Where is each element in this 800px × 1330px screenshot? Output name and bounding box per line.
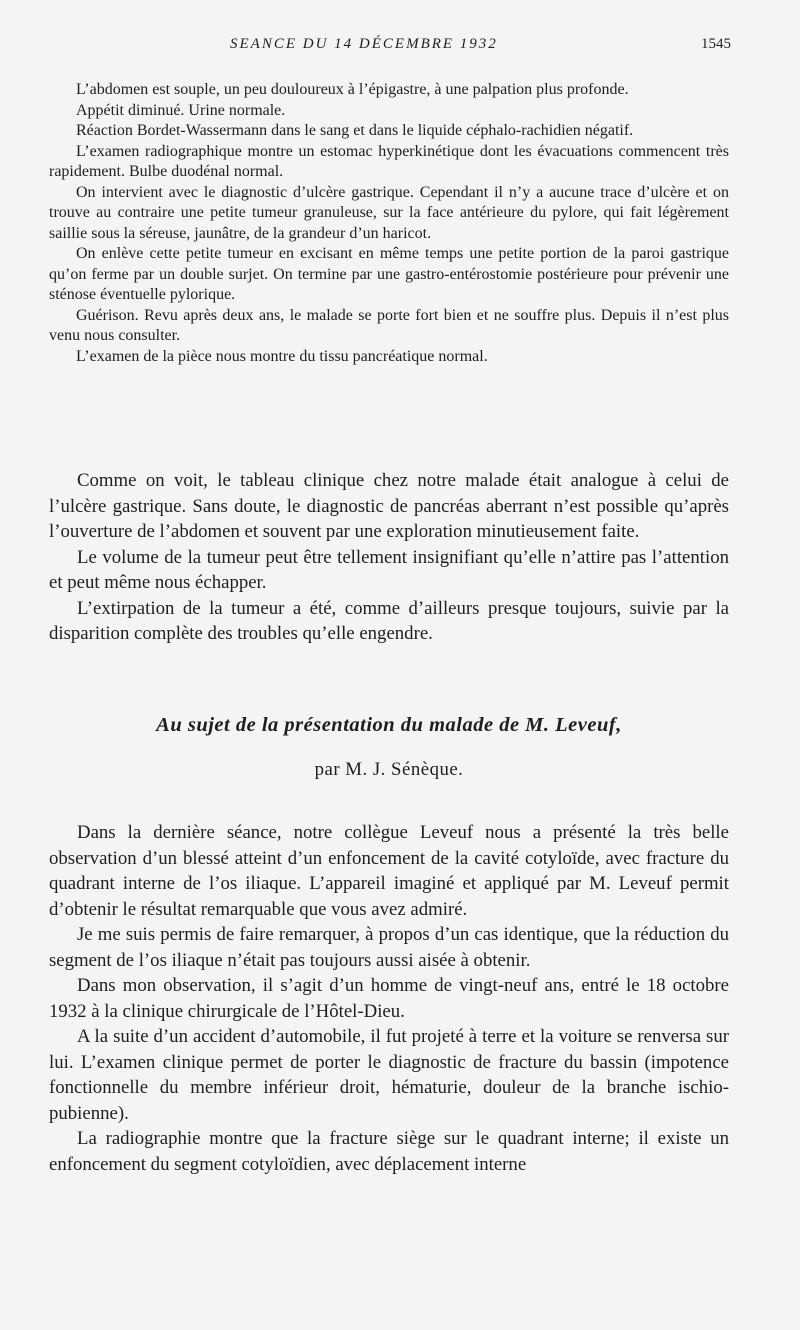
article-title: Au sujet de la présentation du malade de M. Leveuf,	[156, 714, 622, 736]
paragraph: L’examen de la pièce nous montre du tissu pancréatique normal.	[76, 347, 488, 365]
page-number: 1545	[701, 36, 731, 52]
paragraph: Dans la dernière séance, notre collègue Leveuf nous a présenté la très belle observation d’un blessé atteint d’un enfoncement de la cavité cotyloïde, avec fracture du quadrant interne de l’os iliaque. L’appareil imaginé et appliqué par M. Leveuf permit d’obtenir le résultat remarquable que vous avez admiré.	[49, 822, 729, 920]
page-header	[48, 36, 731, 53]
paragraph: L’extirpation de la tumeur a été, comme d’ailleurs presque toujours, suivie par la disparition complète des troubles qu’elle engendre.	[49, 597, 729, 644]
paragraph: Dans mon observation, il s’agit d’un homme de vingt-neuf ans, entré le 18 octobre 1932 à la clinique chirurgicale de l’Hôtel-Dieu.	[49, 975, 729, 1022]
paragraph: Appétit diminué. Urine normale.	[76, 101, 286, 119]
paragraph: Comme on voit, le tableau clinique chez notre malade était analogue à celui de l’ulcère gastrique. Sans doute, le diagnostic de pancréas aberrant n’est possible qu’après l’ouverture de l’abdomen et souvent par une exploration minutieusement faite.	[49, 470, 729, 542]
paragraph: Le volume de la tumeur peut être tellement insignifiant qu’elle n’attire pas l’attention et peut même nous échapper.	[49, 546, 729, 593]
paragraph: La radiographie montre que la fracture siège sur le quadrant interne; il existe un enfoncement du segment cotyloïdien, avec déplacement interne	[49, 1128, 729, 1175]
paragraph: Réaction Bordet-Wassermann dans le sang et dans le liquide céphalo-rachidien négatif.	[76, 122, 634, 139]
case-report	[49, 80, 729, 367]
article-byline: par M. J. Sénèque.	[314, 759, 464, 780]
paragraph: On enlève cette petite tumeur en excisant en même temps une petite portion de la paroi gastrique qu’on ferme par un double surjet. On termine par une gastro-entérostomie postérieure pour prévenir une sténose éventuelle pylorique.	[49, 245, 729, 303]
running-title: SEANCE DU 14 DÉCEMBRE 1932	[230, 36, 498, 52]
paragraph: A la suite d’un accident d’automobile, il fut projeté à terre et la voiture se renversa sur lui. L’examen clinique permet de porter le diagnostic de fracture du bassin (impotence fonctionnelle du membre inférieur droit, hématurie, douleur de la branche ischio-pubienne).	[49, 1026, 729, 1124]
paragraph: On intervient avec le diagnostic d’ulcère gastrique. Cependant il n’y a aucune trace d’ulcère et on trouve au contraire une petite tumeur granuleuse, sur la face antérieure du pylore, qui fait légèrement saillie sous la séreuse, jaunâtre, de la grandeur d’un haricot.	[49, 183, 729, 242]
commentary	[49, 468, 729, 647]
paragraph: L’abdomen est souple, un peu douloureux à l’épigastre, à une palpation plus profonde.	[76, 81, 629, 98]
article-body	[49, 820, 729, 1177]
paragraph: Je me suis permis de faire remarquer, à propos d’un cas identique, que la réduction du segment de l’os iliaque n’était pas toujours aussi aisée à obtenir.	[49, 924, 729, 971]
paragraph: Guérison. Revu après deux ans, le malade se porte fort bien et ne souffre plus. Depuis il n’est plus venu nous consulter.	[49, 306, 729, 344]
paragraph: L’examen radiographique montre un estomac hyperkinétique dont les évacuations commencent très rapidement. Bulbe duodénal normal.	[49, 142, 729, 180]
